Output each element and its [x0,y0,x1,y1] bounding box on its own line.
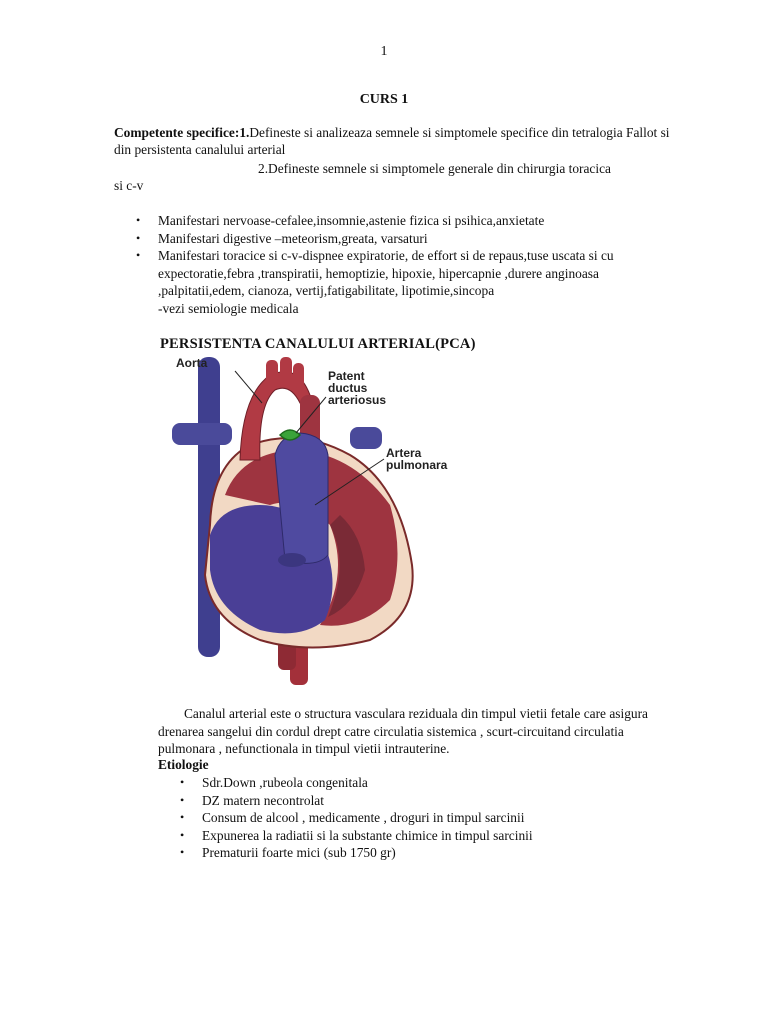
left-branch-vessel [172,423,232,445]
competente-num1: 1. [239,125,250,140]
competente-text2-cont: si c-v [114,178,144,193]
bullet-icon: • [180,792,185,807]
competente-label: Competente specifice: [114,125,240,140]
competente-text2: 2.Defineste semnele si simptomele generale din chirurgia toracica [258,161,611,176]
list-item: • DZ matern necontrolat [180,792,324,808]
right-branch-vessel [350,427,382,449]
aorta-branch-1 [266,360,278,385]
paragraph-canal: Canalul arterial este o structura vasculara reziduala din timpul vietii fetale care asigura drenarea sangelui din cordul drept catre circulatia sistemica , scurt-circuitand circulatia pulmonara , nefunctionala in timpul vietii intrauterine. [158,706,648,756]
list-item: • Manifestari digestive –meteorism,greata, varsaturi [136,230,428,246]
list-item: • Sdr.Down ,rubeola congenitala [180,775,368,790]
label-ap-1: Artera [386,446,422,460]
etiologie-heading: Etiologie [158,757,209,772]
competente-text1: Defineste si analizeaza semnele si simptomele specifice din tetralogia Fallot si din persistenta canalului arterial [114,125,670,157]
label-ap-2: pulmonara [386,458,448,472]
list-item-note: -vezi semiologie medicala [158,300,299,316]
heart-diagram [150,355,460,690]
aorta-branch-3 [293,363,304,388]
manifestari-list [132,212,662,318]
bullet-icon: • [136,230,141,245]
label-pda-1: Patent [328,369,365,383]
list-item: • Manifestari toracice si c-v-dispnee expiratorie, de effort si de repaus,tuse uscata si cu expectoratie,febra ,transpiratii, hemoptizie, hipoxie, hipercapnie ,durere anginoasa ,palpitatii,edem, cianoza, vertij,fatigabilitate, lipotimie,sincopa [136,248,614,299]
list-item: • Expunerea la radiatii si la substante chimice in timpul sarcinii [180,827,533,843]
list-item: • Manifestari nervoase-cefalee,insomnie,astenie fizica si psihica,anxietate [136,213,545,228]
aorta-branch-2 [280,357,292,382]
page-number: 1 [380,44,388,59]
bullet-icon: • [180,845,185,860]
label-pda-2: ductus [328,381,368,395]
bullet-icon: • [136,213,141,227]
label-aorta: Aorta [176,356,208,370]
bullet-icon: • [180,775,185,789]
bullet-icon: • [180,827,185,842]
pulmonary-valve [278,553,306,567]
label-pda-3: arteriosus [328,393,387,407]
section-title: PERSISTENTA CANALULUI ARTERIAL(PCA) [160,336,476,352]
bullet-icon: • [136,248,141,263]
bullet-icon: • [180,810,185,825]
list-item: • Consum de alcool , medicamente , droguri in timpul sarcinii [180,810,525,826]
etiologie-list [176,774,636,862]
competente-block [114,124,674,158]
page-title: CURS 1 [359,92,409,107]
list-item: • Prematurii foarte mici (sub 1750 gr) [180,845,396,861]
